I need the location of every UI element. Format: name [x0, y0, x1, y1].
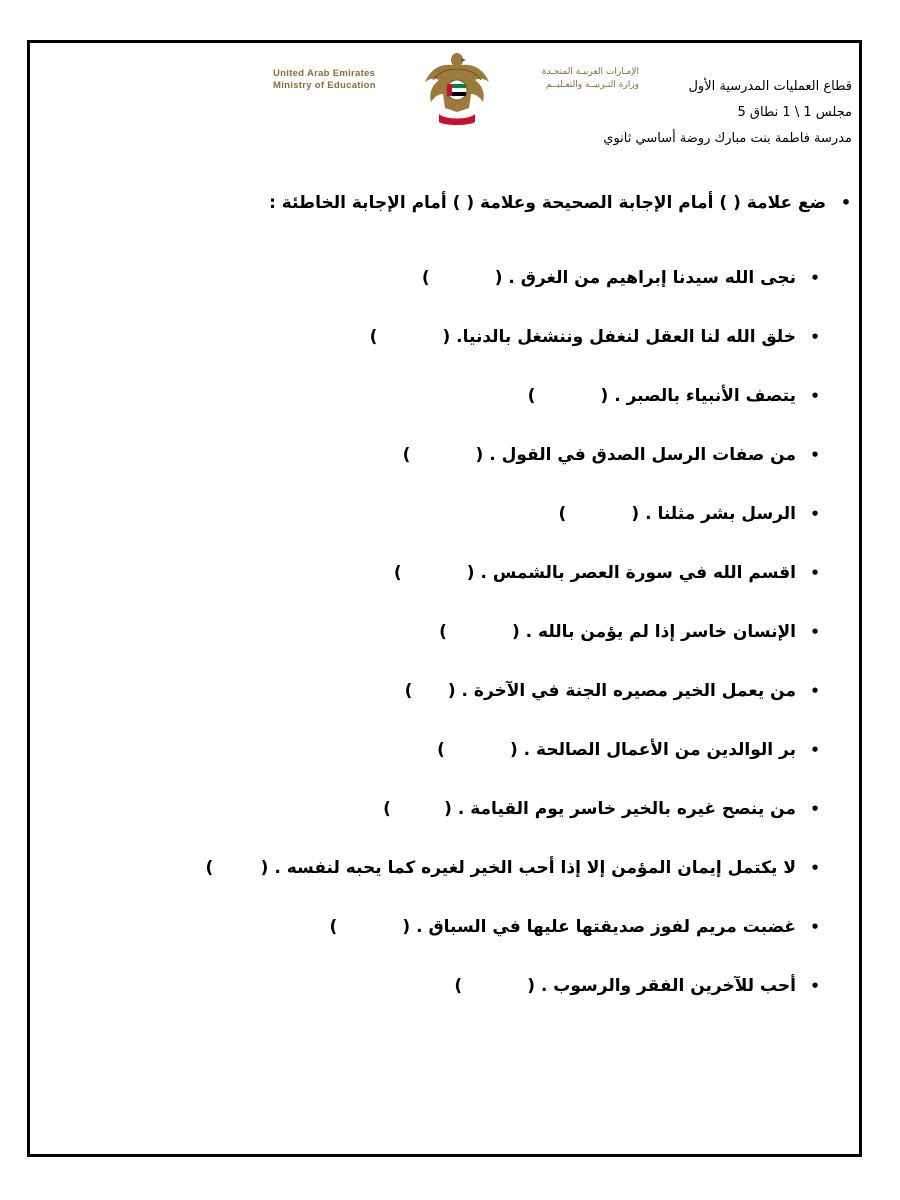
question-text: من صفات الرسل الصدق في القول . ( [475, 445, 796, 465]
question-text: بر الوالدين من الأعمال الصالحة . ( [509, 740, 796, 760]
question-bullet: • [810, 800, 820, 818]
logo-ar-line-1: الإمـارات العربيـة المتحـدة [541, 67, 639, 77]
question-text: الإنسان خاسر إذا لم يؤمن بالله . ( [511, 622, 796, 642]
school-line-3: مدرسة فاطمة بنت مبارك روضة أساسي ثانوي [603, 131, 852, 146]
question-text: نجى الله سيدنا إبراهيم من الغرق . ( [494, 268, 796, 288]
question-item [206, 325, 834, 384]
question-item [206, 561, 834, 620]
question-text: خلق الله لنا العقل لنغفل وننشغل بالدنيا. ( [442, 327, 796, 347]
question-bullet: • [810, 505, 820, 523]
question-item [206, 443, 834, 502]
question-bullet: • [810, 269, 820, 287]
question-text: غضبت مريم لفوز صديقتها عليها في السباق . ( [402, 917, 796, 937]
question-item [206, 384, 834, 443]
question-text: اقسم الله في سورة العصر بالشمس . ( [466, 563, 796, 583]
question-bullet: • [810, 977, 820, 995]
question-list [206, 266, 834, 1033]
instruction-text: ضع علامة ( ) أمام الإجابة الصحيحة وعلامة ( ) أمام الإجابة الخاطئة : [269, 193, 827, 213]
ministry-logo [273, 48, 653, 128]
question-item [206, 974, 834, 1033]
question-item [206, 266, 834, 325]
question-bullet: • [810, 564, 820, 582]
answer-box[interactable]: ) [558, 504, 632, 524]
logo-ar-line-2: وزارة التـربيــة والتعـليــم [545, 80, 639, 90]
question-bullet: • [810, 623, 820, 641]
question-item [206, 620, 834, 679]
answer-box[interactable]: ) [329, 917, 403, 937]
answer-box[interactable]: ) [439, 622, 512, 642]
answer-box[interactable]: ) [402, 445, 476, 465]
school-info [603, 74, 852, 152]
question-bullet: • [810, 859, 820, 877]
logo-en-line-1: United Arab Emirates [273, 68, 376, 79]
question-item [206, 915, 834, 974]
logo-en-line-2: Ministry of Education [273, 80, 376, 91]
question-text: الرسل بشر مثلنا . ( [631, 504, 796, 524]
answer-box[interactable]: ) [421, 268, 495, 288]
question-item [206, 738, 834, 797]
question-text: من يعمل الخير مصيره الجنة في الآخرة . ( [447, 681, 796, 701]
question-text: يتصف الأنبياء بالصبر . ( [600, 386, 796, 406]
question-item [206, 502, 834, 561]
question-text: من ينصح غيره بالخير خاسر يوم القيامة . ( [444, 799, 796, 819]
answer-box[interactable]: ) [437, 740, 510, 760]
question-bullet: • [810, 387, 820, 405]
question-text: أحب للآخرين الفقر والرسوب . ( [527, 976, 796, 996]
answer-box[interactable]: ) [393, 563, 467, 583]
question-bullet: • [810, 741, 820, 759]
school-line-1: قطاع العمليات المدرسية الأول [688, 79, 852, 94]
school-line-2: مجلس 1 \ 1 نطاق 5 [737, 105, 852, 120]
answer-box[interactable]: ) [454, 976, 528, 996]
question-item [206, 856, 834, 915]
question-bullet: • [810, 328, 820, 346]
question-text: لا يكتمل إيمان المؤمن إلا إذا أحب الخير لغيره كما يحبه لنفسه . ( [260, 858, 796, 878]
uae-eagle-emblem-icon [421, 48, 493, 128]
instruction-bullet: • [840, 193, 852, 212]
question-item [206, 679, 834, 738]
question-bullet: • [810, 446, 820, 464]
answer-box[interactable]: ) [205, 858, 261, 878]
answer-box[interactable]: ) [383, 799, 445, 819]
answer-box[interactable]: ) [369, 327, 443, 347]
answer-box[interactable]: ) [527, 386, 601, 406]
answer-box[interactable]: ) [404, 681, 448, 701]
logo-english-text [273, 68, 376, 92]
question-item [206, 797, 834, 856]
question-bullet: • [810, 918, 820, 936]
instruction [269, 193, 860, 213]
question-bullet: • [810, 682, 820, 700]
